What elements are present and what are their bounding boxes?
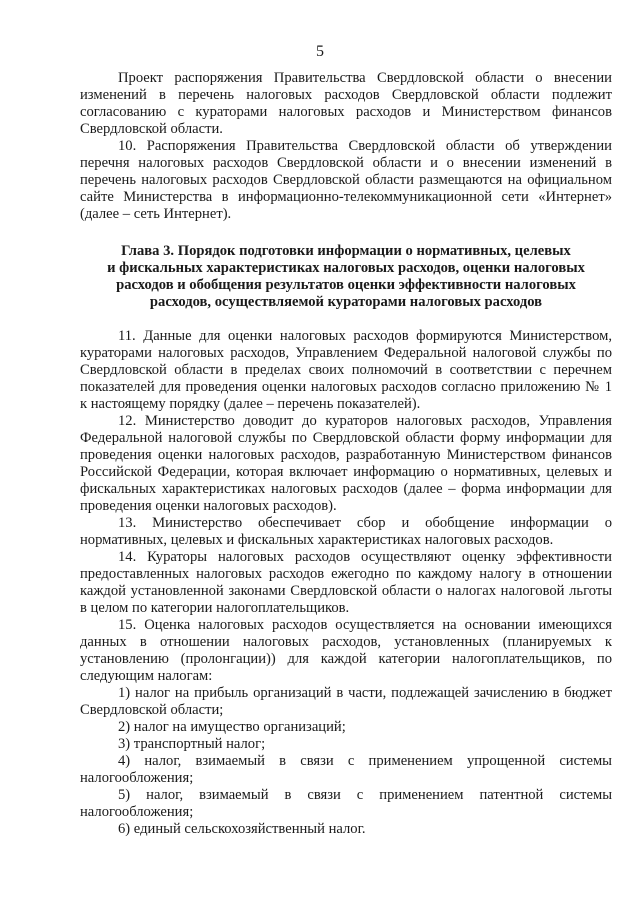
- paragraph-12: 12. Министерство доводит до кураторов налоговых расходов, Управления Федеральной налоговой службы по Свердловской области форму информации для проведения оценки налоговых расходов, разработанную Министерством финансов Российской Федерации, которая включает информацию о нормативных, целевых и фискальных характеристиках налоговых расходов (далее – форма информации для проведения оценки налоговых расходов).: [80, 413, 612, 514]
- paragraph-10: 10. Распоряжения Правительства Свердловской области об утверждении перечня налоговых расходов Свердловской области и о внесении изменений в перечень налоговых расходов Свердловской области размещаются на официальном сайте Министерства в информационно-телекоммуникационной сети «Интернет» (далее – сеть Интернет).: [80, 138, 612, 222]
- paragraph-project-approval: Проект распоряжения Правительства Свердловской области о внесении изменений в перечень налоговых расходов Свердловской области подлежит согласованию с кураторами налоговых расходов и Министерством финансов Свердловской области.: [80, 70, 612, 137]
- page-number: 5: [316, 43, 324, 60]
- list-item-tax-2: 2) налог на имущество организаций;: [118, 719, 346, 735]
- paragraph-14: 14. Кураторы налоговых расходов осуществляют оценку эффективности предоставленных налоговых расходов ежегодно по каждому налогу в отношении каждой установленной законами Свердловской области о налогах налоговой льготы в целом по категории налогоплательщиков.: [80, 549, 612, 616]
- list-item-tax-5: 5) налог, взимаемый в связи с применением патентной системы налогообложения;: [80, 787, 612, 820]
- paragraph-13: 13. Министерство обеспечивает сбор и обобщение информации о нормативных, целевых и фискальных характеристиках налоговых расходов.: [80, 515, 612, 548]
- paragraph-11: 11. Данные для оценки налоговых расходов формируются Министерством, кураторами налоговых расходов, Управлением Федеральной налоговой службы по Свердловской области в пределах своих полномочий в соответствии с перечнем показателей для проведения оценки налоговых расходов согласно приложению № 1 к настоящему порядку (далее – перечень показателей).: [80, 328, 612, 412]
- list-item-tax-1: 1) налог на прибыль организаций в части, подлежащей зачислению в бюджет Свердловской области;: [80, 685, 612, 718]
- chapter-3-heading: Глава 3. Порядок подготовки информации о нормативных, целевых и фискальных характеристиках налоговых расходов, оценки налоговых расходов и обобщения результатов оценки эффективности налоговых расходов, осуществляемой кураторами налоговых расходов: [107, 243, 585, 310]
- intro-section: [80, 70, 612, 223]
- paragraph-15: 15. Оценка налоговых расходов осуществляется на основании имеющихся данных в отношении налоговых расходов, установленных (планируемых к установлению (пролонгации)) для каждой категории налогоплательщиков, по следующим налогам:: [80, 617, 612, 684]
- list-item-tax-3: 3) транспортный налог;: [118, 736, 266, 752]
- list-item-tax-6: 6) единый сельскохозяйственный налог.: [118, 821, 366, 837]
- list-item-tax-4: 4) налог, взимаемый в связи с применением упрощенной системы налогообложения;: [80, 753, 612, 786]
- chapter-3-body: [80, 328, 612, 838]
